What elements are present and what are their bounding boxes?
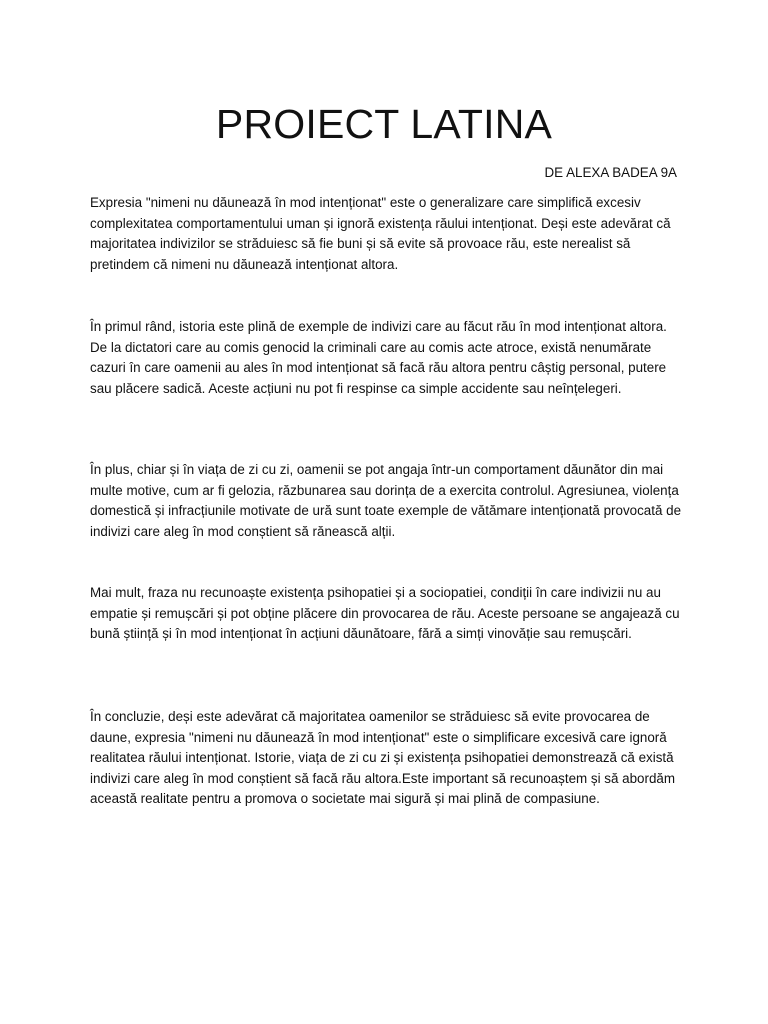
document-title: PROIECT LATINA (215, 101, 553, 147)
paragraph-daily-life: În plus, chiar și în viața de zi cu zi, oamenii se pot angaja într-un comportament dăunător din mai multe motive, cum ar fi gelozia, răzbunarea sau dorința de a exercita controlul. Agresiunea, violența domestică și infracțiunile motivate de ură sunt toate exemple de vătămare intenționată provocată de indivizi care aleg în mod conștient să rănească alții. (90, 462, 682, 539)
paragraph-psychopathy: Mai mult, fraza nu recunoaște existența psihopatiei și a sociopatiei, condiții în care indivizii nu au empatie și remușcări și pot obține plăcere din provocarea de rău. Aceste persoane se angajează cu bună știință și în mod intenționat în acțiuni dăunătoare, fără a simți vinovăție sau remușcări. (90, 585, 680, 641)
paragraph-history: În primul rând, istoria este plină de exemple de indivizi care au făcut rău în mod intenționat altora. De la dictatori care au comis genocid la criminali care au comis acte atroce, există nenumărate cazuri în care oamenii au ales în mod intenționat să facă rău altora pentru câștig personal, putere sau plăcere sadică. Aceste acțiuni nu pot fi respinse ca simple accidente sau neînțelegeri. (90, 319, 667, 396)
paragraph-intro: Expresia "nimeni nu dăunează în mod intenționat" este o generalizare care simplifică excesiv complexitatea comportamentului uman și ignoră existența răului intenționat. Deși este adevărat că majoritatea indivizilor se străduiesc să fie buni și să evite să provoace rău, este nerealist să pretindem că nimeni nu dăunează intenționat altora. (90, 195, 671, 272)
author-line: DE ALEXA BADEA 9A (544, 165, 677, 180)
paragraph-conclusion: În concluzie, deși este adevărat că majoritatea oamenilor se străduiesc să evite provocarea de daune, expresia "nimeni nu dăunează în mod intenționat" este o simplificare excesivă care ignoră realitatea răului intenționat. Istorie, viața de zi cu zi și existența psihopatiei demonstrează că există indivizi care aleg în mod conștient să facă rău altora.Este important să recunoaștem și să abordăm această realitate pentru a promova o societate mai sigură și mai plină de compasiune. (90, 709, 676, 806)
